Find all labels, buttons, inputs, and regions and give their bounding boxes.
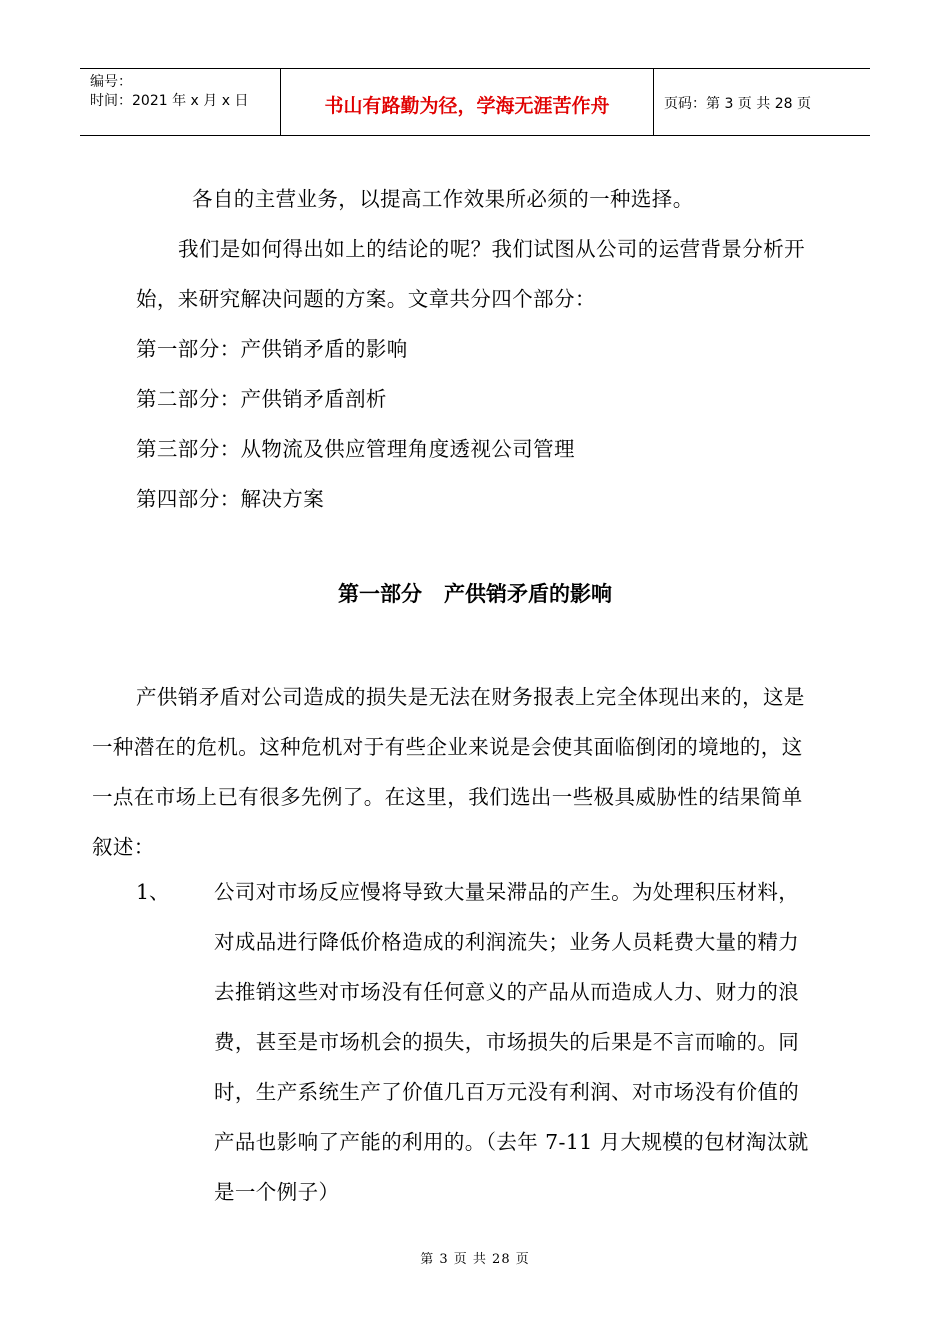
document-header — [80, 68, 870, 136]
header-page-cell — [654, 69, 870, 135]
header-meta-cell — [80, 69, 281, 135]
body-line: 我们是如何得出如上的结论的呢？我们试图从公司的运营背景分析开 — [178, 237, 805, 261]
header-motto-cell — [281, 69, 654, 135]
document-number-label: 编号： — [90, 74, 132, 90]
list-item-line: 公司对市场反应慢将导致大量呆滞品的产生。为处理积压材料， — [214, 880, 800, 904]
list-item-line: 产品也影响了产能的利用的。（去年 7-11 月大规模的包材淘汰就 — [214, 1130, 809, 1154]
section-heading: 第一部分 产供销矛盾的影响 — [338, 582, 612, 606]
part-item: 第一部分：产供销矛盾的影响 — [136, 337, 408, 361]
part-item: 第四部分：解决方案 — [136, 487, 325, 511]
list-item-line: 是一个例子） — [214, 1180, 340, 1204]
page-footer: 第 3 页 共 28 页 — [420, 1252, 530, 1267]
list-item-line: 费，甚至是市场机会的损失，市场损失的后果是不言而喻的。同 — [214, 1030, 800, 1054]
section-line: 叙述： — [92, 835, 155, 859]
section-line: 一种潜在的危机。这种危机对于有些企业来说是会使其面临倒闭的境地的，这 — [92, 735, 803, 759]
body-line: 各自的主营业务，以提高工作效果所必须的一种选择。 — [192, 187, 694, 211]
section-line: 产供销矛盾对公司造成的损失是无法在财务报表上完全体现出来的，这是 — [136, 685, 805, 709]
list-item-line: 对成品进行降低价格造成的利润流失；业务人员耗费大量的精力 — [214, 930, 800, 954]
part-item: 第二部分：产供销矛盾剖析 — [136, 387, 387, 411]
header-motto: 书山有路勤为径，学海无涯苦作舟 — [324, 94, 610, 117]
document-date: 时间：2021 年 x 月 x 日 — [90, 93, 249, 109]
list-item-line: 去推销这些对市场没有任何意义的产品从而造成人力、财力的浪 — [214, 980, 800, 1004]
body-line: 始，来研究解决问题的方案。文章共分四个部分： — [136, 287, 596, 311]
section-line: 一点在市场上已有很多先例了。在这里，我们选出一些极具威胁性的结果简单 — [92, 785, 803, 809]
list-number: 1、 — [136, 880, 170, 904]
list-item-line: 时，生产系统生产了价值几百万元没有利润、对市场没有价值的 — [214, 1080, 800, 1104]
header-page-code: 页码：第 3 页 共 28 页 — [664, 96, 811, 112]
part-item: 第三部分：从物流及供应管理角度透视公司管理 — [136, 437, 575, 461]
